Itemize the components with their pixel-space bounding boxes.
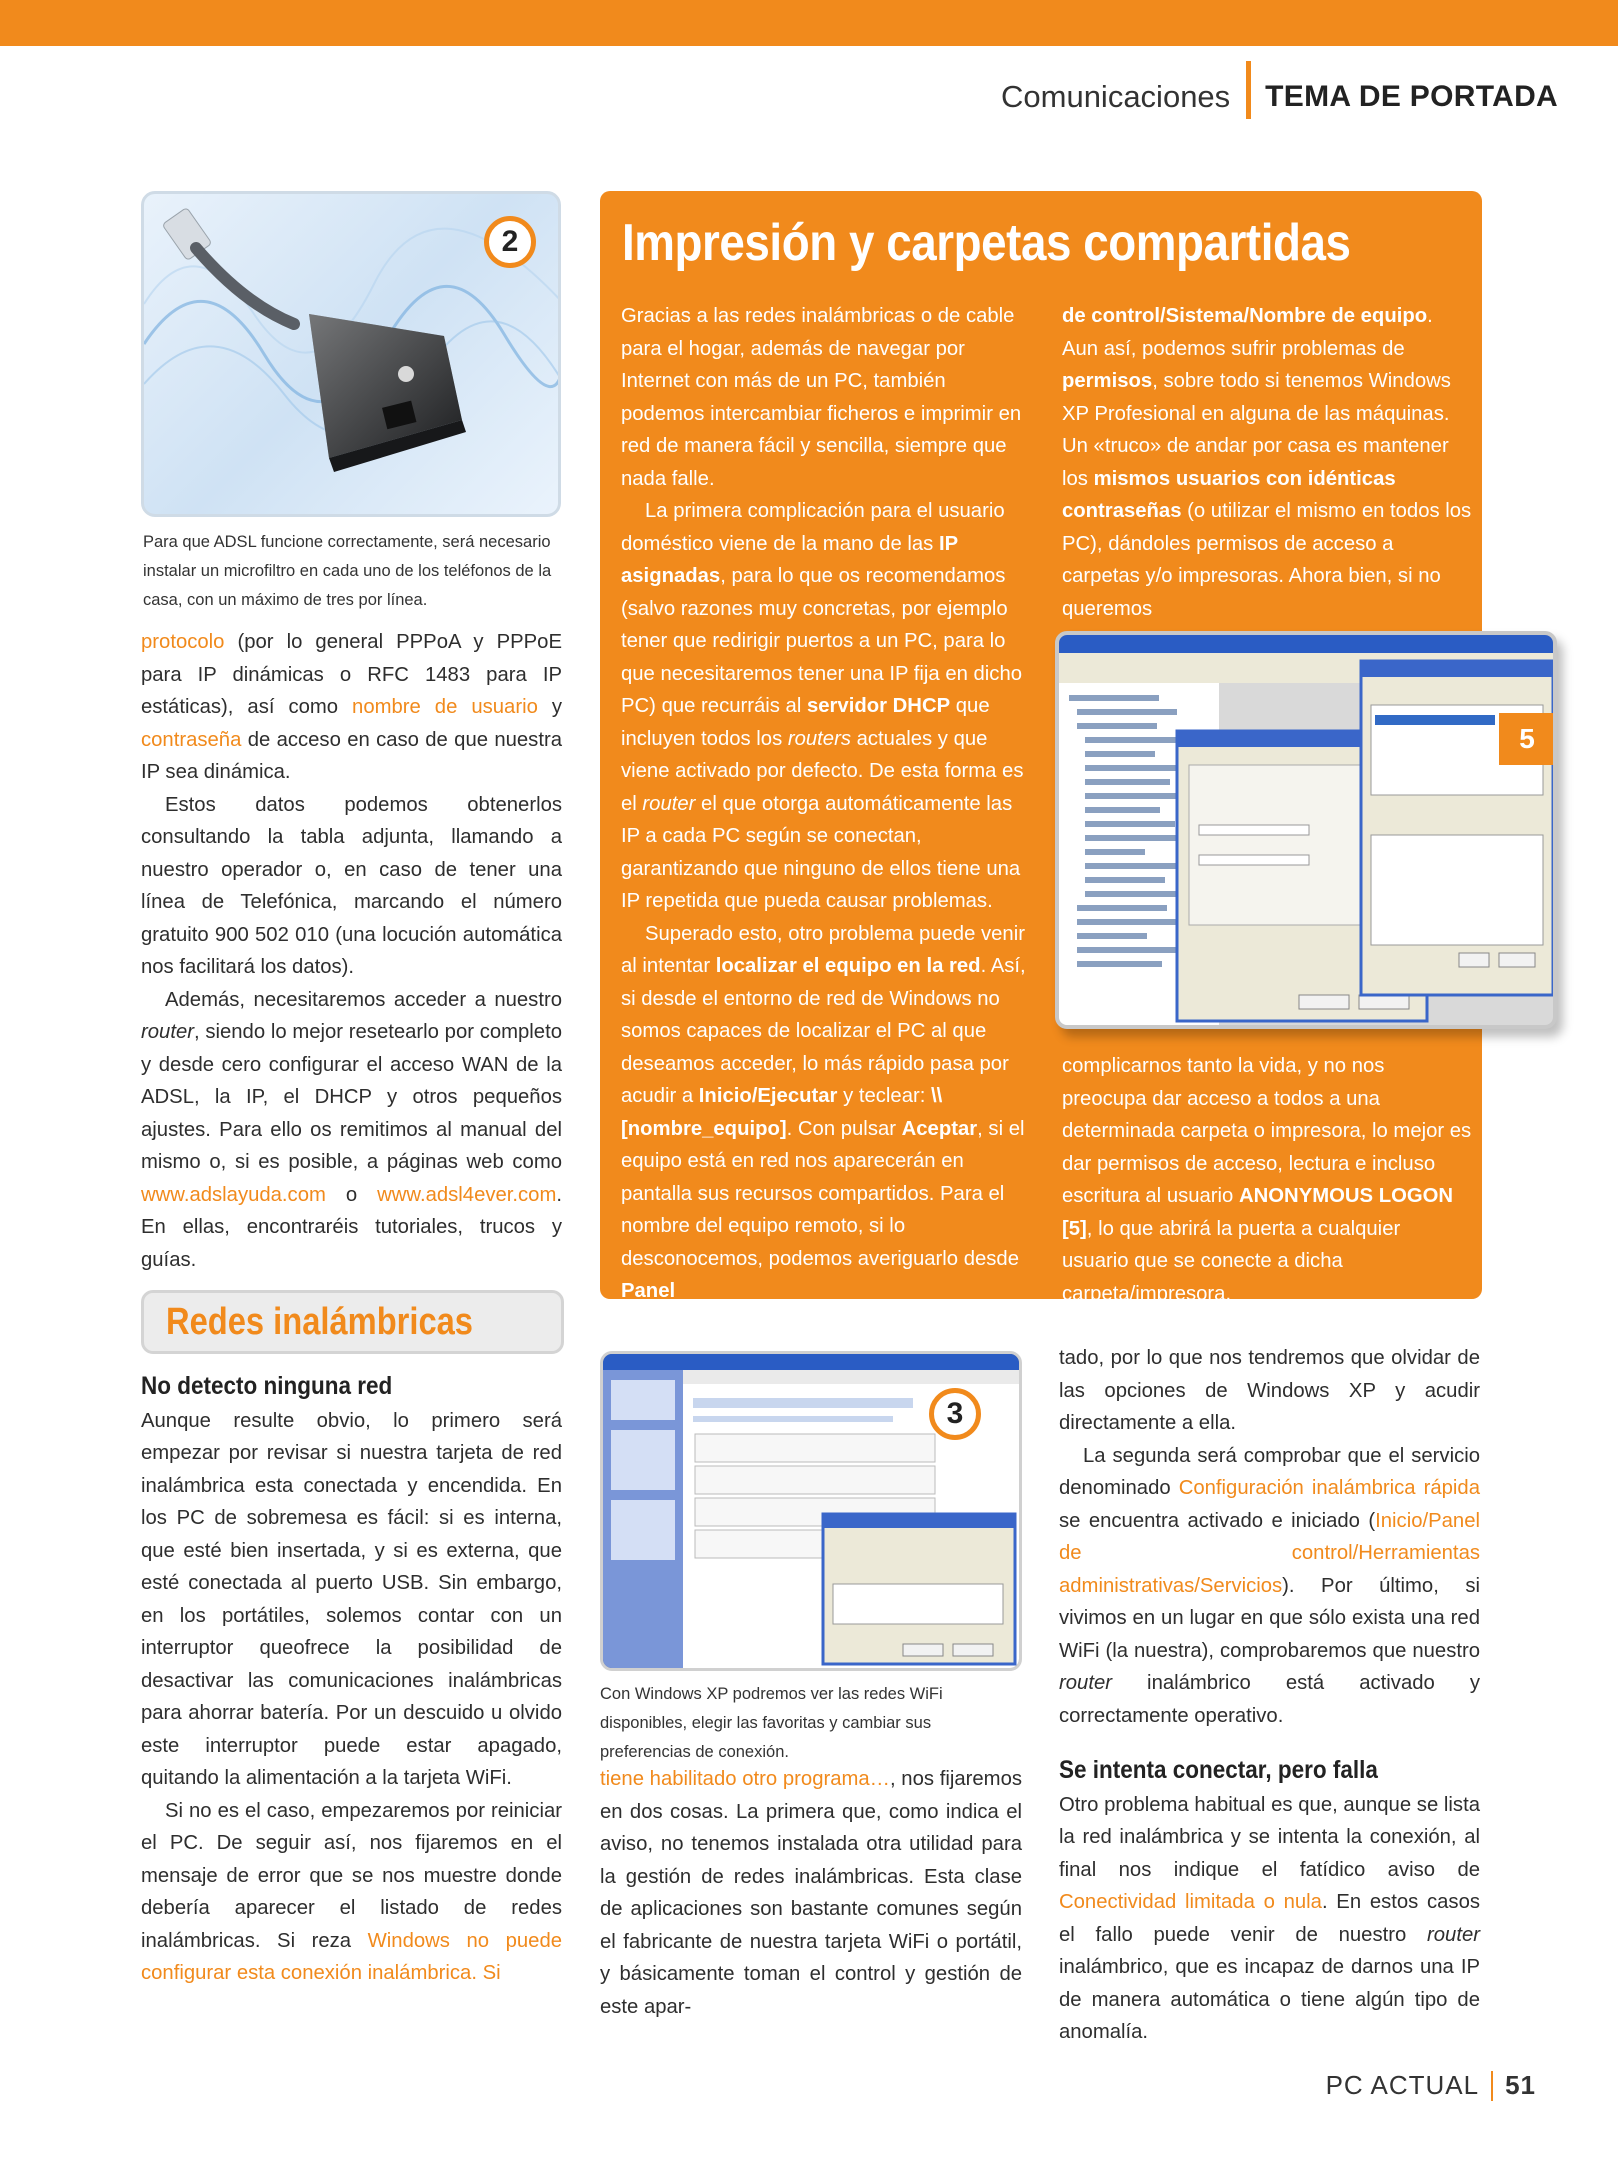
text: . Así, si desde el entorno de red de Windows no somos capaces de localizar el PC al que deseamos acceder, lo más rápido pasa por acudir a: [621, 955, 1026, 1107]
text-bold: Inicio/Ejecutar: [698, 1085, 838, 1107]
text-italic: router: [1427, 1923, 1480, 1946]
text: inalámbrico, que es incapaz de darnos una IP de manera automática o tiene algún tipo de anomalía.: [1059, 1956, 1480, 2043]
box-column-1: [621, 300, 1029, 1308]
text: (por lo general PPPoA y PPPoE para IP dinámicas o RFC 1483 para IP estáticas), así como: [141, 631, 562, 718]
column-3-bottom: [1059, 1342, 1480, 2049]
text: Superado esto, otro problema puede venir al intentar: [621, 922, 1025, 977]
link-contrasena: contraseña: [141, 728, 242, 751]
link-servicios-path: Inicio/Panel de control/Herramientas administrativas/Servicios: [1059, 1509, 1480, 1597]
text: Además, necesitaremos acceder a nuestro: [165, 988, 562, 1011]
link-nombre-usuario: nombre de usuario: [352, 696, 538, 718]
col1-paragraph-1: [141, 626, 562, 789]
link-adsl4ever: www.adsl4ever.com: [377, 1183, 557, 1206]
box-c1-paragraph-1: Gracias a las redes inalámbricas o de cable para el hogar, además de navegar por Internet con más de un PC, también podemos intercambiar ficheros e imprimir en red de manera fácil y sencilla, siempre que nada falle.: [621, 305, 1022, 490]
link-conectividad-limitada: Conectividad limitada o nula: [1059, 1891, 1322, 1913]
page-number: 51: [1505, 2070, 1536, 2100]
text: o: [325, 1183, 378, 1206]
text: , para lo que os recomendamos (salvo razones muy concretas, por ejemplo tener que redirigir puertos a un PC, para lo que necesitaremos tener una IP fija en dicho PC) que recurráis al: [621, 565, 1023, 717]
text: . En ellas, encontraréis tutoriales, trucos y guías.: [141, 1183, 562, 1271]
text-bold: permisos: [1062, 370, 1153, 392]
text: La primera complicación para el usuario doméstico viene de la mano de las: [621, 500, 1005, 555]
col1-paragraph-3: [141, 984, 562, 1277]
text: Otro problema habitual es que, aunque se lista la red inalámbrica y se intenta la conexión, al final nos indique el fatídico aviso de: [1059, 1793, 1480, 1881]
column-2-bottom: [600, 1763, 1022, 2023]
page-footer: [1326, 2070, 1536, 2101]
text: ). Por último, si vivimos en un lugar en que sólo exista una red WiFi (la nuestra), comprobaremos que nuestro: [1059, 1574, 1480, 1662]
text-italic: router: [642, 792, 696, 815]
col3-paragraph-3: [1059, 1789, 1480, 2049]
text: y: [537, 696, 563, 718]
text: , si el equipo está en red nos aparecerán en pantalla sus recursos compartidos. Para el nombre del equipo remoto, si lo desconocemos, podemos averiguarlo desde: [621, 1117, 1025, 1270]
redes-paragraph-1: Aunque resulte obvio, lo primero será empezar por revisar si nuestra tarjeta de red inalámbrica esta conectada y encendida. En los PC de sobremesa es fácil: si es interna, que esté bien insertada, y si es externa, que esté conectada al puerto USB. Sin embargo, en los portátiles, solemos contar con un interruptor queofrece la posibilidad de desactivar las comunicaciones inalámbricas para ahorrar batería. Por un descuido u olvido este interruptor puede estar apagado, quitando la alimentación a la tarjeta WiFi.: [141, 1409, 562, 1789]
text-bold: \\[nombre_equipo]: [621, 1085, 943, 1140]
section-title: Redes inalámbricas: [166, 1301, 473, 1343]
text-bold: ANONYMOUS LOGON [5]: [1062, 1185, 1454, 1240]
figure-3-badge: 3: [929, 1388, 981, 1440]
col3-paragraph-2: [1059, 1440, 1480, 1733]
box-column-2-bottom: [1062, 1050, 1472, 1310]
footer-divider: [1491, 2071, 1493, 2101]
text: Si no es el caso, empezaremos por reiniciar el PC. De seguir así, nos fijaremos en el mensaje de error que se nos muestre donde debería aparecer el listado de redes inalámbricas. Si reza: [141, 1799, 562, 1952]
text-italic: router: [141, 1021, 194, 1043]
text-bold: Aceptar: [901, 1117, 978, 1140]
col2-paragraph-1: [600, 1763, 1022, 2023]
text-bold: localizar el equipo en la red: [715, 955, 981, 977]
text-italic: router: [1059, 1672, 1112, 1694]
figure-3-caption: Con Windows XP podremos ver las redes WiFi disponibles, elegir las favoritas y cambiar sus preferencias de conexión.: [600, 1685, 943, 1761]
text: , lo que abrirá la puerta a cualquier usuario que se conecte a dicha carpeta/impresora.: [1062, 1217, 1401, 1305]
text: el que otorga automáticamente las IP a cada PC según se conectan, garantizando que ninguno de ellos tiene una IP repetida que pueda causar problemas.: [621, 792, 1021, 912]
text: inalámbrico está activado y correctamente operativo.: [1059, 1672, 1480, 1727]
text-bold: mismos usuarios con idénticas contraseñas: [1062, 467, 1396, 522]
text: y teclear:: [837, 1085, 931, 1107]
magazine-name: PC ACTUAL: [1325, 2070, 1480, 2100]
figure-2-caption: Para que ADSL funcione correctamente, será necesario instalar un microfiltro en cada uno de los teléfonos de la casa, con un máximo de tres por línea.: [143, 533, 552, 609]
box-c2-paragraph-1: [1062, 300, 1472, 625]
link-adslayuda: www.adslayuda.com: [141, 1183, 326, 1206]
column-1-bottom: [141, 1370, 562, 1990]
figure-2-badge: 2: [484, 216, 536, 268]
text: . En estos casos el fallo puede venir de nuestro: [1059, 1891, 1480, 1946]
text: (o utilizar el mismo en todos los PC), dándoles permisos de acceso a carpetas y/o impresoras. Ahora bien, si no queremos: [1062, 500, 1472, 620]
wifi-networks-screenshot: [600, 1351, 1022, 1671]
page-header: [1001, 72, 1558, 122]
text-bold: de control/Sistema/Nombre de equipo: [1062, 305, 1428, 327]
text: , nos fijaremos en dos cosas. La primera que, como indica el aviso, no tenemos instalada otra utilidad para la gestión de redes inalámbricas. Esta clase de aplicaciones son bastante comunes según el fabricante de nuestra tarjeta WiFi o portátil, y básicamente toman el control y gestión de este apar-: [600, 1768, 1022, 2018]
microfilter-photo: [141, 191, 561, 517]
text: que incluyen todos los: [621, 695, 990, 750]
text: . Con pulsar: [786, 1117, 902, 1140]
link-protocolo: protocolo: [141, 631, 225, 653]
text: . Aun así, podemos sufrir problemas de: [1062, 305, 1433, 360]
text: La segunda será comprobar que el servicio denominado: [1059, 1444, 1480, 1499]
section-title-pill: [141, 1290, 564, 1354]
section-name: Comunicaciones: [1001, 79, 1231, 114]
subhead-no-detecto: No detecto ninguna red: [141, 1372, 393, 1400]
text-bold: IP asignadas: [621, 532, 958, 587]
box-c1-paragraph-2: [621, 495, 1029, 918]
windows-permissions-illustration: [1059, 635, 1553, 1025]
text: de acceso en caso de que nuestra IP sea dinámica.: [141, 728, 562, 783]
col1-paragraph-2: Estos datos podemos obtenerlos consultando la tabla adjunta, llamando a nuestro operador o, en caso de tener una línea de Telefónica, marcando el número gratuito 900 502 010 (una locución automática nos facilitará los datos).: [141, 793, 562, 978]
box-c1-paragraph-3: [621, 918, 1029, 1308]
text-bold: Panel: [621, 1280, 676, 1302]
box-column-2-top: [1062, 300, 1472, 625]
link-otro-programa: tiene habilitado otro programa…: [600, 1768, 890, 1790]
link-windows-no-puede: Windows no puede configurar esta conexión inalámbrica. Si: [141, 1929, 563, 1984]
permissions-screenshot: [1055, 631, 1557, 1029]
subhead-se-intenta: Se intenta conectar, pero falla: [1059, 1756, 1378, 1784]
text: complicarnos tanto la vida, y no nos preocupa dar acceso a todos a una determinada carpeta o impresora, lo mejor es dar permisos de acceso, lectura e incluso escritura al usuario: [1062, 1055, 1472, 1207]
text-bold: servidor DHCP: [806, 695, 951, 717]
top-accent-bar: [0, 0, 1618, 46]
column-1-top: [141, 626, 562, 1276]
text: , sobre todo si tenemos Windows XP Profesional en alguna de las máquinas. Un «truco» de andar por casa es mantener los: [1062, 370, 1451, 490]
text: , siendo lo mejor resetearlo por completo y desde cero configurar el acceso WAN de la ADSL, la IP, el DHCP y otros pequeños ajustes. Para ello os remitimos al manual del mismo o, si es posible, a páginas web como: [141, 1021, 562, 1173]
col3-paragraph-1: tado, por lo que nos tendremos que olvidar de las opciones de Windows XP y acudir directamente a ella.: [1059, 1347, 1480, 1434]
text: actuales y que viene activado por defecto. De esta forma es el: [621, 727, 1024, 815]
box-title: Impresión y carpetas compartidas: [622, 214, 1351, 272]
box-c2-paragraph-2: [1062, 1050, 1472, 1310]
figure-5-label: 5: [1499, 713, 1555, 765]
redes-paragraph-2: [141, 1795, 562, 1990]
link-config-inalambrica: Configuración inalámbrica rápida: [1178, 1477, 1480, 1499]
text-italic: routers: [787, 727, 851, 750]
text: se encuentra activado e iniciado (: [1059, 1509, 1376, 1532]
tema-label: TEMA DE PORTADA: [1265, 80, 1558, 113]
